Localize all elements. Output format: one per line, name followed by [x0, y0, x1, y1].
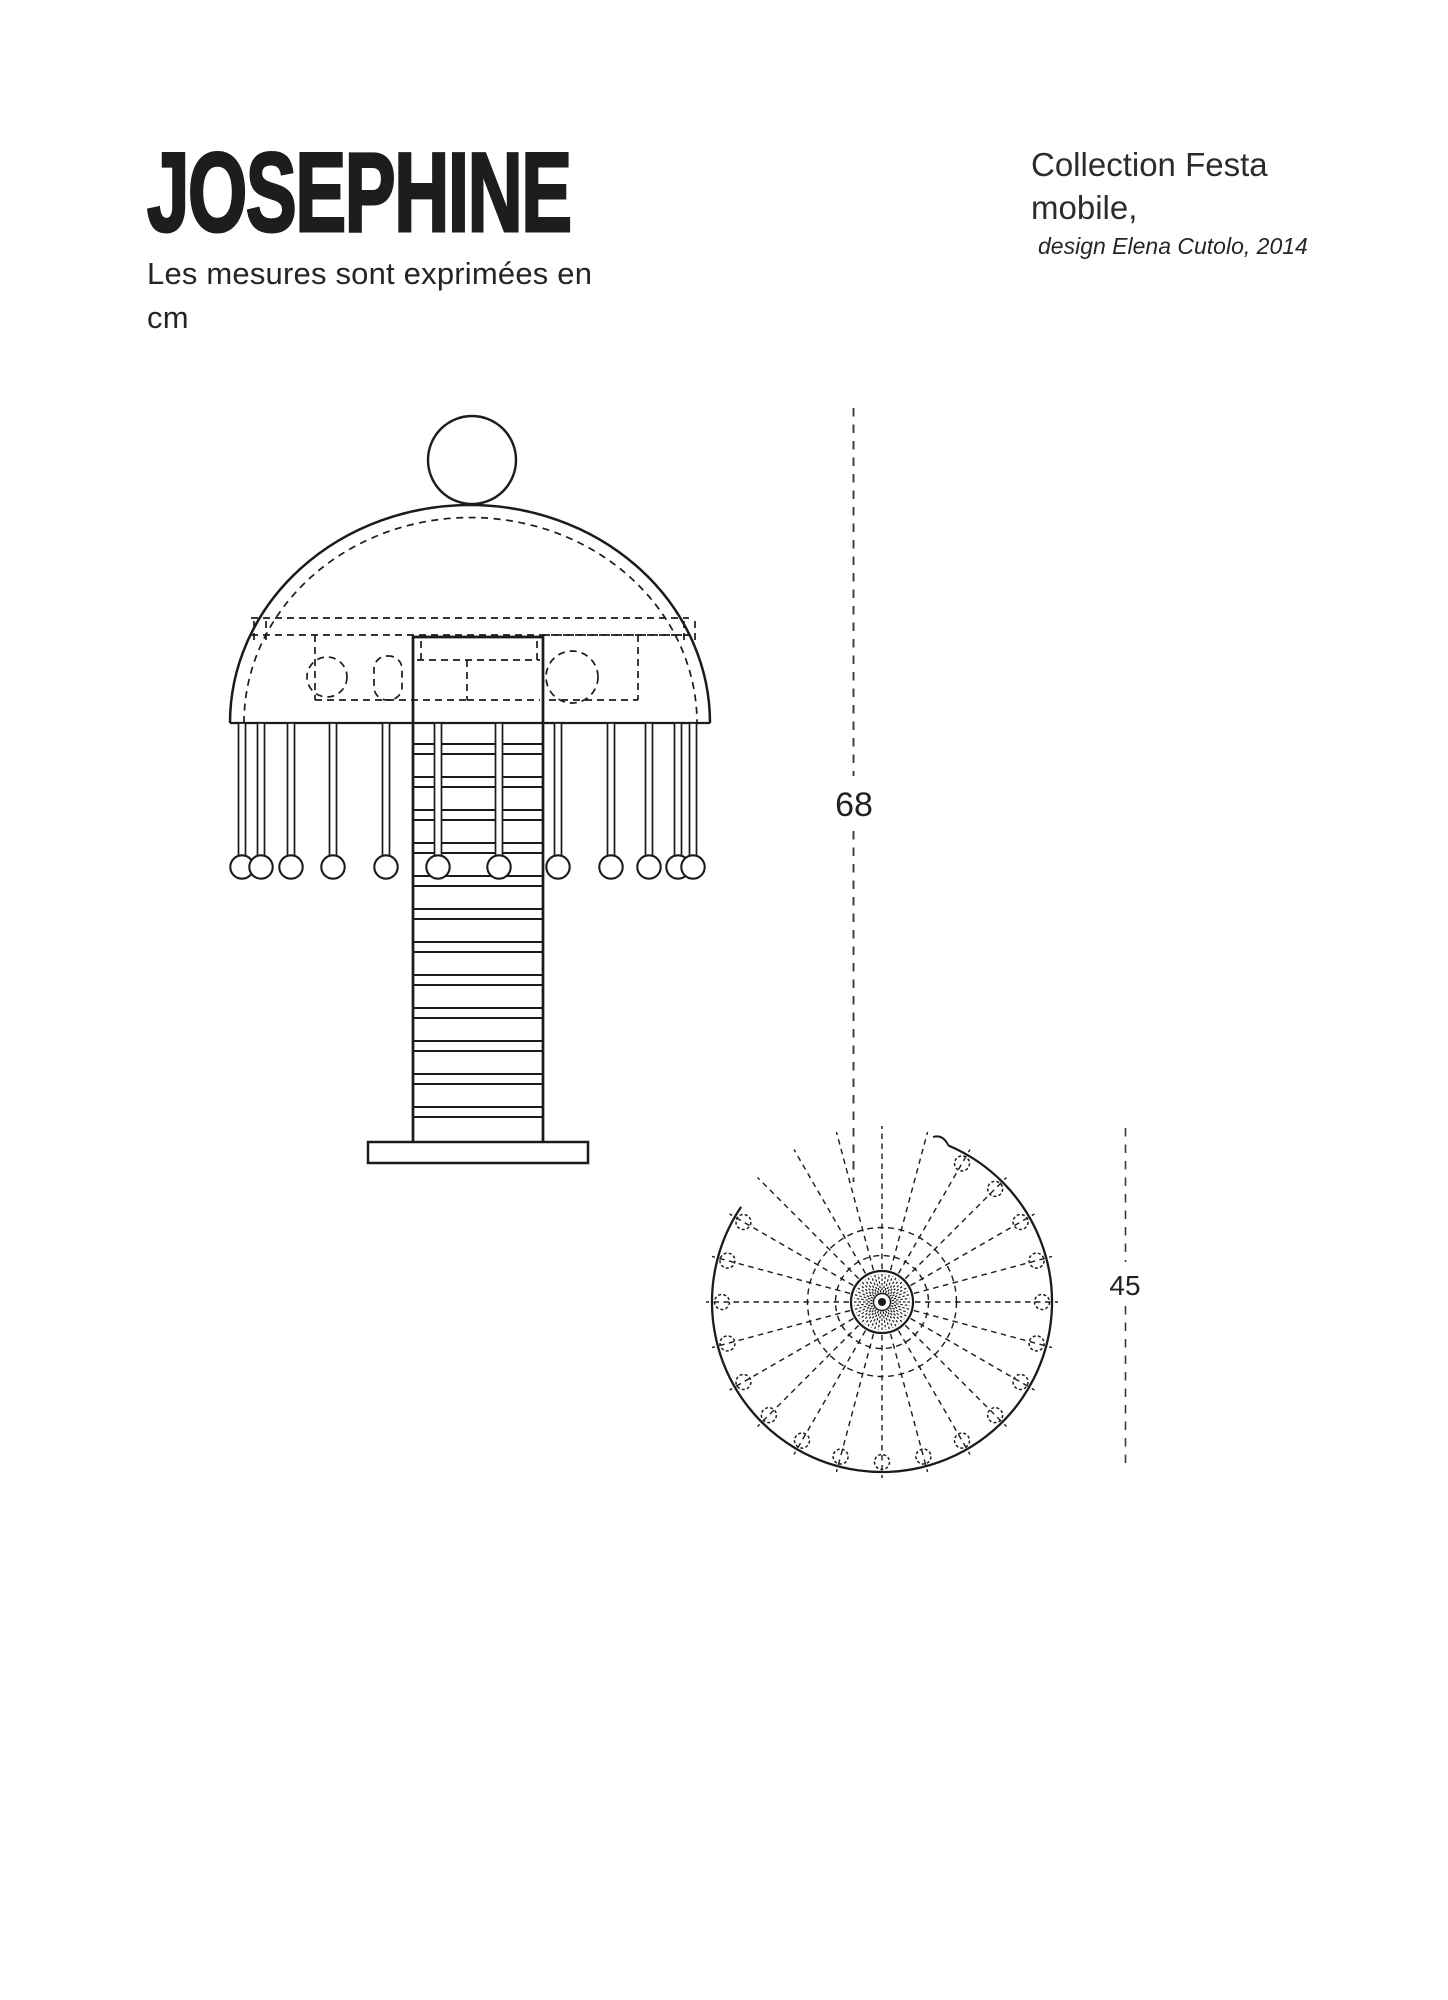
plan-spiral-hook [933, 1136, 948, 1145]
dome-shade [230, 505, 710, 723]
collection-name: Collection Festa mobile, [1031, 146, 1268, 226]
front-elevation-view [230, 416, 710, 1163]
height-dimension-label: 68 [835, 786, 873, 824]
diameter-dimension-label: 45 [1109, 1270, 1141, 1301]
measurement-note: Les mesures sont exprimées en cm [147, 256, 593, 336]
design-credit: design Elena Cutolo, 2014 [1038, 232, 1308, 259]
plan-beads [715, 1156, 1050, 1470]
column-ribs [414, 744, 542, 1117]
top-plan-view [706, 1126, 1058, 1478]
hanging-rods [239, 723, 697, 856]
base-plate [368, 1142, 588, 1163]
column [413, 637, 543, 1142]
internal-components [251, 618, 695, 703]
finial-ball [428, 416, 516, 504]
product-title: JOSEPHINE [147, 130, 571, 255]
dome-inner-dashed [244, 518, 697, 723]
